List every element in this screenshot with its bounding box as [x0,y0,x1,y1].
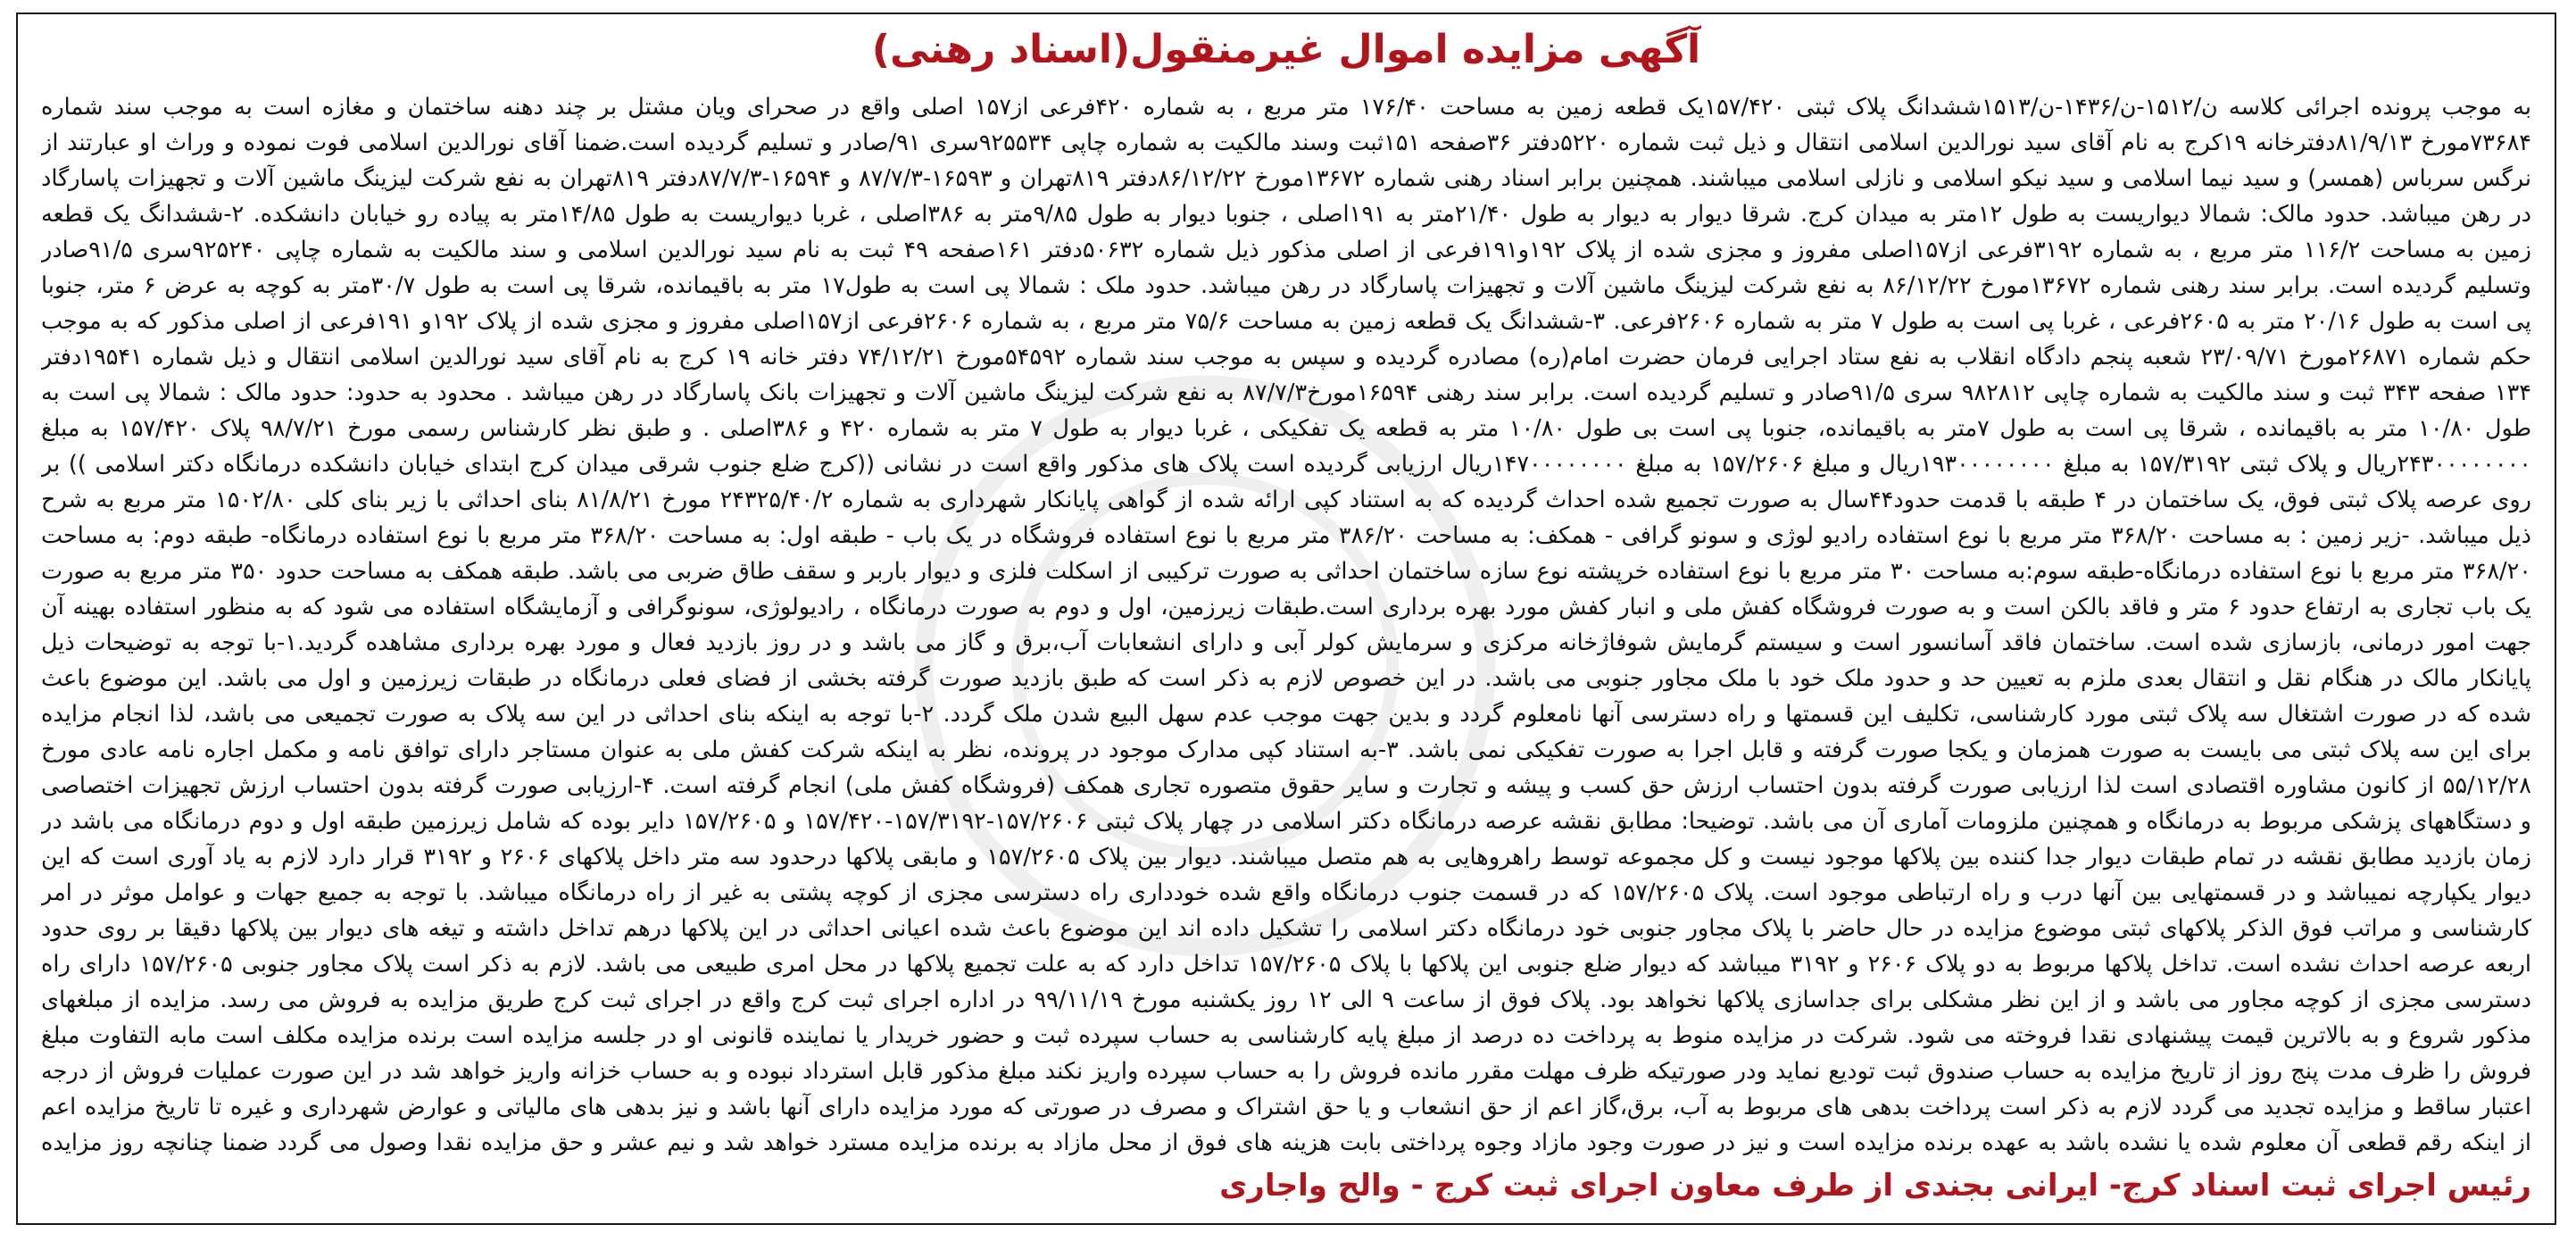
notice-signature: رئیس اجرای ثبت اسناد کرج- ایرانی بجندی از طرف معاون اجرای ثبت کرج - والح واجاری [1219,1168,2531,1204]
notice-title: آگهی مزایده اموال غیرمنقول(اسناد رهنی) [871,27,1701,72]
notice-frame [16,12,2556,1225]
notice-body: به موجب پرونده اجرائی کلاسه ن/۱۵۱۲-ن/۱۴۳۶-ن/۱۵۱۳ششدانگ پلاک ثبتی ۱۵۷/۴۲۰یک قطعه زمین به مساحت ۱۷۶/۴۰ متر مربع ، به شماره ۴۲۰فرعی از۱۵۷ اصلی واقع در صحرای ویان مشتل بر چند دهنه ساختمان و مغازه است به موجب سند شماره ۷۳۶۸۴مورخ ۸۱/۹/۱۳دفترخانه ۱۹کرج به نام آقای سید نورالدین اسلامی انتقال و ذیل ثبت شماره ۵۲۲۰دفتر ۳۶صفحه ۱۵۱ثبت وسند مالکیت به شماره چاپی ۹۲۵۵۳۴سری ۹۱/صادر و تسلیم گردیده است.ضمنا آقای نورالدین اسلامی فوت نموده و وراث او عبارتند از نرگس سرباس (همسر) و سید نیما اسلامی و سید نیکو اسلامی و نازلی اسلامی میباشند. همچنین برابر اسناد رهنی شماره ۱۳۶۷۲مورخ ۸۶/۱۲/۲۲دفتر ۸۱۹تهران و ۱۶۵۹۳-۸۷/۷/۳ و ۱۶۵۹۴-۸۷/۷/۳دفتر ۸۱۹تهران به نفع شرکت لیزینگ ماشین آلات و تجهیزات پاسارگاد در رهن میباشد. حدود مالک: شمالا دیواریست به طول ۱۲متر به میدان کرج. شرقا دیوار به دیوار به طول ۲۱/۴۰متر به ۱۹۱اصلی ، جنوبا دیوار به طول ۹/۸۵متر به ۳۸۶اصلی ، غربا دیواریست به طول ۱۴/۸۵متر به پیاده رو خیابان دانشکده. ۲-ششدانگ یک قطعه زمین به مساحت ۱۱۶/۲ متر مربع ، به شماره ۳۱۹۲فرعی از۱۵۷اصلی مفروز و مجزی شده از پلاک ۱۹۲و۱۹۱فرعی از اصلی مذکور ذیل شماره ۵۰۶۳۲دفتر ۱۶۱صفحه ۴۹ ثبت به نام سید نورالدین اسلامی و سند مالکیت به شماره چاپی ۹۲۵۲۴۰سری ۹۱/۵صادر وتسلیم گردیده است. برابر سند رهنی شماره ۱۳۶۷۲مورخ ۸۶/۱۲/۲۲ به نفع شرکت لیزینگ ماشین آلات و تجهیزات پاسارگاد در رهن میباشد. حدود ملک : شمالا پی است به طول۱۷ متر به باقیمانده، شرقا پی است به طول ۳۰/۷متر به کوچه به عرض ۶ متر، جنوبا پی است به طول ۲۰/۱۶ متر به ۲۶۰۵فرعی ، غربا پی است به طول ۷ متر به شماره ۲۶۰۶فرعی. ۳-ششدانگ یک قطعه زمین به مساحت ۷۵/۶ متر مربع ، به شماره ۲۶۰۶فرعی از۱۵۷اصلی مفروز و مجزی شده از پلاک ۱۹۲و ۱۹۱فرعی از اصلی مذکور که به موجب حکم شماره ۲۶۸۷۱مورخ ۲۳/۰۹/۷۱ شعبه پنجم دادگاه انقلاب به نفع ستاد اجرایی فرمان حضرت امام(ره) مصادره گردیده و سپس به موجب سند شماره ۵۴۵۹۲مورخ ۷۴/۱۲/۲۱ دفتر خانه ۱۹ کرج به نام آقای سید نورالدین اسلامی انتقال و ذیل شماره ۱۹۵۴۱دفتر ۱۳۴ صفحه ۳۴۳ ثبت و سند مالکیت به شماره چاپی ۹۸۲۸۱۲ سری ۹۱/۵صادر و تسلیم گردیده است. برابر سند رهنی ۱۶۵۹۴مورخ۸۷/۷/۳ به نفع شرکت لیزینگ ماشین آلات و تجهیزات بانک پاسارگاد در رهن میباشد . محدود به حدود: حدود مالک : شمالا پی است به طول ۱۰/۸۰ متر به باقیمانده ، شرقا پی است به طول ۷متر به باقیمانده، جنوبا پی است بی طول ۱۰/۸۰ متر به قطعه یک تفکیکی ، غربا دیوار به طول ۷ متر به شماره ۴۲۰ و ۳۸۶اصلی . و طبق نظر کارشناس رسمی مورخ ۹۸/۷/۲۱ پلاک ۱۵۷/۴۲۰ به مبلغ ۲۴۳۰۰۰۰۰۰۰۰ریال و پلاک ثبتی ۱۵۷/۳۱۹۲ به مبلغ ۱۹۳۰۰۰۰۰۰۰۰ریال و مبلغ ۱۵۷/۲۶۰۶ به مبلغ ۱۴۷۰۰۰۰۰۰۰۰ریال ارزیابی گردیده است پلاک های مذکور واقع است در نشانی ((کرج ضلع جنوب شرقی میدان کرج ابتدای خیابان دانشکده درمانگاه دکتر اسلامی )) بر روی عرصه پلاک ثبتی فوق، یک ساختمان در ۴ طبقه با قدمت حدود۴۴سال به صورت تجمیع شده احداث گردیده که به استناد کپی ارائه شده از گواهی پایانکار شهرداری به شماره ۲۴۳۲۵/۴۰/۲ مورخ ۸۱/۸/۲۱ بنای احداثی با زیر بنای کلی ۱۵۰۲/۸۰ متر مربع به شرح ذیل میباشد. -زیر زمین : به مساحت ۳۶۸/۲۰ متر مربع با نوع استفاده رادیو لوژی و سونو گرافی - همکف: به مساحت ۳۸۶/۲۰ متر مربع با نوع استفاده فروشگاه در یک باب - طبقه اول: به مساحت ۳۶۸/۲۰ متر مربع با نوع استفاده درمانگاه- طبقه دوم: به مساحت ۳۶۸/۲۰ متر مربع با نوع استفاده درمانگاه-طبقه سوم:به مساحت ۳۰ متر مربع با نوع استفاده خرپشته نوع سازه ساختمان احداثی به صورت ترکیبی از اسکلت فلزی و دیوار باربر و سقف طاق ضربی می باشد. طبقه همکف به مساحت حدود ۳۵۰ متر مربع به صورت یک باب تجاری به ارتفاع حدود ۶ متر و فاقد بالکن است و به صورت فروشگاه کفش ملی و انبار کفش مورد بهره برداری است.طبقات زیرزمین، اول و دوم به صورت درمانگاه ، رادیولوژی، سونوگرافی و آزمایشگاه استفاده می شود که به منظور استفاده بهینه آن جهت امور درمانی، بازسازی شده است. ساختمان فاقد آسانسور است و سیستم گرمایش شوفاژخانه مرکزی و سرمایش کولر آبی و دارای انشعابات آب،برق و گاز می باشد و در روز بازدید فعال و مورد بهره برداری مشاهده گردید.۱-با توجه به توضیحات ذیل پایانکار مالک در هنگام نقل و انتقال بعدی ملزم به تعیین حد و حدود ملک خود با ملک مجاور جنوبی می باشد. در این خصوص لازم به ذکر است که طبق بازدید صورت گرفته بخشی از فضای فعلی درمانگاه در طبقات زیرزمین و اول می باشد. این موضوع باعث شده که در صورت اشتغال سه پلاک ثبتی مورد کارشناسی، تکلیف این قسمتها و راه دسترسی آنها نامعلوم گردد و بدین جهت موجب عدم سهل البیع شدن ملک گردد. ۲-با توجه به اینکه بنای احداثی در این سه پلاک به صورت تجمیعی می باشد، لذا انجام مزایده برای این سه پلاک ثبتی می بایست به صورت همزمان و یکجا صورت گرفته و قابل اجرا به صورت تفکیکی نمی باشد. ۳-به استناد کپی مدارک موجود در پرونده، نظر به اینکه شرکت کفش ملی به عنوان مستاجر دارای توافق نامه و مکمل اجاره نامه عادی مورخ ۵۵/۱۲/۲۸ از کانون مشاوره اقتصادی است لذا ارزیابی صورت گرفته بدون احتساب ارزش حق کسب و پیشه و تجارت و سایر حقوق متصوره تجاری همکف (فروشگاه کفش ملی) انجام گرفته است. ۴-ارزیابی صورت گرفته بدون احتساب ارزش تجهیزات اختصاصی و دستگاههای پزشکی مربوط به درمانگاه و همچنین ملزومات آماری آن می باشد. توضیحا: مطابق نقشه عرصه درمانگاه دکتر اسلامی در چهار پلاک ثبتی ۱۵۷/۲۶۰۶-۱۵۷/۳۱۹۲-۱۵۷/۴۲۰ و ۱۵۷/۲۶۰۵ دایر بوده که شامل زیرزمین طبقه اول و دوم درمانگاه می باشد در زمان بازدید مطابق نقشه در تمام طبقات دیوار جدا کننده بین پلاکها موجود نیست و کل مجموعه توسط راهروهایی به هم متصل میباشند. دیوار بین پلاک ۱۵۷/۲۶۰۵ و مابقی پلاکها درحدود سه متر داخل پلاکهای ۲۶۰۶ و ۳۱۹۲ قرار دارد لازم به یاد آوری است که این دیوار یکپارچه نمیباشد و در قسمتهایی بین آنها درب و راه ارتباطی موجود است. پلاک ۱۵۷/۲۶۰۵ که در قسمت جنوب درمانگاه واقع شده خودداری راه دسترسی مجزی از کوچه پشتی به غیر از راه درمانگاه میباشد. با توجه به جمیع جهات و عوامل موثر در امر کارشناسی و مراتب فوق الذکر پلاکهای ثبتی موضوع مزایده در حال حاضر با پلاک مجاور جنوبی خود درمانگاه دکتر اسلامی را تشکیل داده اند این موضوع باعث شده اعیانی احداثی در این پلاکها درهم تداخل داشته و تیغه های دیوار بین پلاکها دقیقا بر روی حدود اربعه عرصه احداث نشده است. تداخل پلاکها مربوط به دو پلاک ۲۶۰۶ و ۳۱۹۲ میباشد که دیوار ضلع جنوبی این پلاکها با پلاک ۱۵۷/۲۶۰۵ تداخل دارد که به علت تجمیع پلاکها در محل امری طبیعی می باشد. لازم به ذکر است پلاک مجاور جنوبی ۱۵۷/۲۶۰۵ دارای راه دسترسی مجزی از کوچه مجاور می باشد و از این نظر مشکلی برای جداسازی پلاکها نخواهد بود. پلاک فوق از ساعت ۹ الی ۱۲ روز یکشنبه مورخ ۹۹/۱۱/۱۹ در اداره اجرای ثبت کرج واقع در اجرای ثبت کرج طریق مزایده به فروش می رسد. مزایده از مبلغهای مذکور شروع و به بالاترین قیمت پیشنهادی نقدا فروخته می شود. شرکت در مزایده منوط به پرداخت ده درصد از مبلغ پایه کارشناسی به حساب سپرده ثبت و حضور خریدار یا نماینده قانونی او در جلسه مزایده است برنده مزایده مکلف است مابه التفاوت مبلغ فروش را ظرف مدت پنج روز از تاریخ مزایده به حساب صندوق ثبت تودیع نماید ودر صورتیکه ظرف مهلت مقرر مانده فروش را به حساب سپرده واریز نکند مبلغ مذکور قابل استرداد نبوده و به حساب خزانه واریز خواهد شد در این صورت عملیات فروش از درجه اعتبار ساقط و مزایده تجدید می گردد لازم به ذکر است پرداخت بدهی های مربوط به آب، برق،گاز اعم از حق انشعاب و یا حق اشتراک و مصرف در صورتی که مورد مزایده دارای آنها باشد و نیز بدهی های مالیاتی و عوارض شهرداری و غیره تا تاریخ مزایده اعم از اینکه رقم قطعی آن معلوم شده یا نشده باشد به عهده برنده مزایده است و نیز در صورت وجود مازاد وجوه پرداختی بابت هزینه های فوق از محل مازاد به برنده مزایده مسترد خواهد شد و نیم عشر و حق مزایده نقدا وصول می گردد ضمنا چنانچه روز مزایده [41,94,2531,1156]
